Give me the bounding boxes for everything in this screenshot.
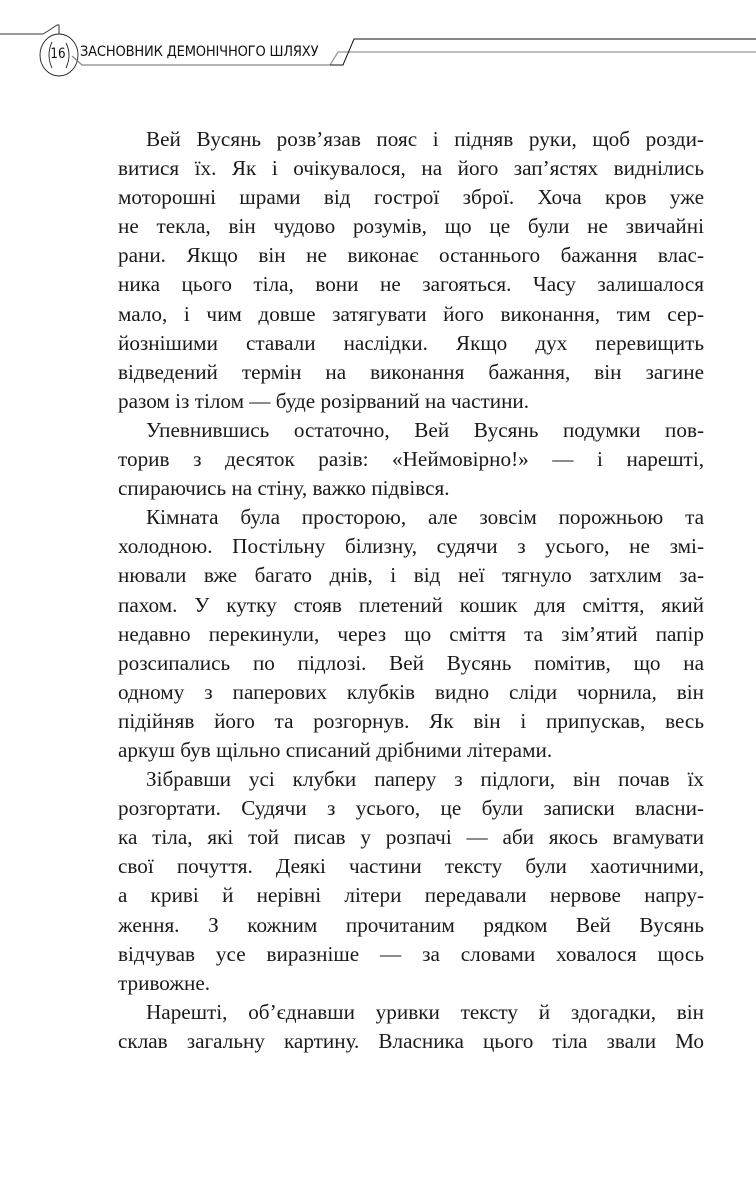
paragraph: [118, 416, 704, 503]
text-line: холодною. Постільну білизну, судячи з усього, не змі-: [118, 534, 704, 559]
body-text: [118, 125, 704, 1056]
text-line: Упевнившись остаточно, Вей Вусянь подумки пов-: [146, 417, 704, 442]
text-line: аркуш був щільно списаний дрібними літерами.: [118, 737, 553, 762]
text-line: Кімната була просторою, але зовсім порожньою та: [146, 505, 704, 530]
text-line: Нарешті, об’єднавши уривки тексту й здогадки, він: [146, 999, 704, 1024]
paragraph: [118, 998, 704, 1056]
text-line: ка тіла, які той писав у розпачі — аби якось вгамувати: [118, 825, 704, 850]
text-line: разом із тілом — буде розірваний на частини.: [118, 388, 530, 413]
text-line: торив з десяток разів: «Неймовірно!» — і нарешті,: [118, 447, 704, 472]
text-line: Зібравши усі клубки паперу з підлоги, він почав їх: [146, 767, 704, 792]
text-line: тривожне.: [118, 970, 211, 995]
page-number: 16: [50, 46, 66, 62]
text-line: склав загальну картину. Власника цього тіла звали Мо: [118, 1028, 704, 1053]
text-line: спираючись на стіну, важко підвівся.: [118, 476, 450, 501]
paragraph: [118, 503, 704, 765]
text-line: розгортати. Судячи з усього, це були записки власни-: [118, 796, 704, 821]
text-line: недавно перекинули, через що сміття та зім’ятий папір: [118, 621, 704, 646]
paragraph: [118, 125, 704, 416]
text-line: розсипались по підлозі. Вей Вусянь помітив, що на: [118, 650, 704, 675]
text-line: а криві й нерівні літери передавали нервове напру-: [118, 883, 704, 908]
text-line: підійняв його та розгорнув. Як він і припускав, весь: [118, 708, 704, 733]
text-line: відведений термін на виконання бажання, він загине: [118, 359, 704, 384]
running-title: ЗАСНОВНИК ДЕМОНІЧНОГО ШЛЯХУ: [80, 44, 319, 60]
text-line: не текла, він чудово розумів, що це були не звичайні: [118, 214, 704, 239]
text-line: йознішими ставали наслідки. Якщо дух перевищить: [118, 330, 704, 355]
text-line: витися їх. Як і очікувалося, на його зап’ястях виднілись: [118, 156, 704, 181]
text-line: моторошні шрами від гострої зброї. Хоча кров уже: [118, 185, 704, 210]
text-line: ження. З кожним прочитаним рядком Вей Вусянь: [118, 912, 704, 937]
running-header: [0, 0, 756, 90]
text-line: Вей Вусянь розв’язав пояс і підняв руки, щоб розди-: [146, 127, 704, 151]
text-line: свої почуття. Деякі частини тексту були хаотичними,: [118, 854, 704, 879]
text-line: відчував усе виразніше — за словами ховалося щось: [118, 941, 704, 966]
text-line: пахом. У кутку стояв плетений кошик для сміття, який: [118, 592, 704, 617]
text-line: мало, і чим довше затягувати його виконання, тим сер-: [118, 301, 704, 326]
text-line: одному з паперових клубків видно сліди чорнила, він: [118, 679, 704, 704]
text-line: рани. Якщо він не виконає останнього бажання влас-: [118, 243, 704, 268]
paragraph: [118, 765, 704, 998]
text-line: нювали вже багато днів, і від неї тягнуло затхлим за-: [118, 563, 704, 588]
text-line: ника цього тіла, вони не загояться. Часу залишалося: [118, 272, 704, 297]
